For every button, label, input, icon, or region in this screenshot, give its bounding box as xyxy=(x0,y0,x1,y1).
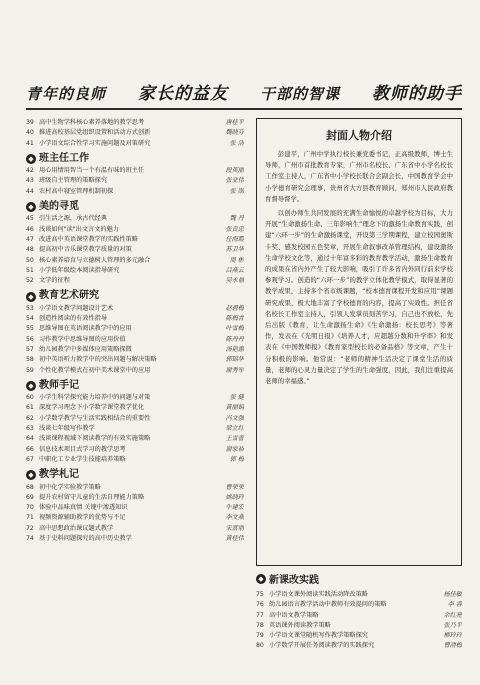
author-name: 张 勋 xyxy=(229,187,244,195)
page-number: 74 xyxy=(26,534,34,542)
author-name: 杨佳敏 xyxy=(443,591,462,598)
article-title: 提高初中音乐课堂教学质量的对策 xyxy=(39,246,132,254)
section-heading xyxy=(256,571,462,586)
author-name: 唐桂平 xyxy=(225,119,244,126)
article-title: 幼儿园语言教学活动中教师有效提问的策略 xyxy=(269,601,387,609)
toc-item[interactable] xyxy=(26,513,244,523)
article-title: 视频资源辅助教学的优势与不足 xyxy=(39,514,126,522)
article-title: 小学语文综合性学习实施问题及对策研究 xyxy=(39,139,151,147)
article-title: 小学数学教学与生活实践相结合的重要性 xyxy=(39,414,151,422)
toc-item[interactable] xyxy=(26,355,244,365)
toc-item[interactable] xyxy=(26,235,244,245)
author-name: 王雪蕾 xyxy=(225,435,244,443)
author-name: 宋富朋 xyxy=(225,524,244,532)
article-title: 幼儿园教学中多媒体应用策略探微 xyxy=(39,345,132,353)
article-title: 提升农村留守儿童的生活自理能力策略 xyxy=(39,493,145,501)
article-title: 小学语文课外阅读实践活动降改策略 xyxy=(269,591,368,598)
article-title: 思维导图在英语阅读教学中的应用 xyxy=(39,325,132,333)
section-title: 教学札记 xyxy=(39,469,79,481)
page-number: 45 xyxy=(26,215,34,223)
toc-right-column xyxy=(256,118,462,652)
page-number: 51 xyxy=(26,266,34,274)
toc-item[interactable] xyxy=(26,434,244,444)
page-number: 71 xyxy=(26,514,34,522)
article-title: 高中生物学科核心素养落地的教学思考 xyxy=(39,119,145,126)
page-number: 46 xyxy=(26,225,34,233)
toc-item[interactable] xyxy=(26,455,244,465)
section-icon: ◆ xyxy=(26,381,36,391)
toc-item[interactable] xyxy=(26,166,244,176)
toc-item[interactable] xyxy=(26,314,244,324)
toc-item[interactable] xyxy=(26,276,244,286)
toc-item[interactable] xyxy=(26,187,244,197)
section-icon: ◆ xyxy=(26,202,36,212)
article-title: 小学数学开展任务阅读教学的实践探究 xyxy=(269,642,375,650)
article-title: 用心用情用智当一个有温有味的班主任 xyxy=(39,167,145,175)
page-number: 56 xyxy=(26,335,34,343)
author-name: 任海霞 xyxy=(225,235,244,243)
toc-item[interactable] xyxy=(26,483,244,493)
article-title: 初中化学实验教学策略 xyxy=(39,483,101,491)
toc-item[interactable] xyxy=(26,245,244,255)
toc-item[interactable] xyxy=(26,445,244,455)
page-number: 44 xyxy=(26,187,34,195)
section-title: 教师手记 xyxy=(39,379,79,391)
toc-item[interactable] xyxy=(26,139,244,149)
page-number: 43 xyxy=(26,177,34,185)
section-icon: ◆ xyxy=(26,470,36,480)
toc-item[interactable] xyxy=(26,225,244,235)
toc-item[interactable] xyxy=(256,631,462,641)
author-name: 李 睿 xyxy=(447,601,462,609)
page-number: 66 xyxy=(26,445,34,453)
author-name: 李文燕 xyxy=(225,514,244,522)
toc-item[interactable] xyxy=(26,214,244,224)
toc-item[interactable] xyxy=(26,366,244,376)
author-name: 郭锦华 xyxy=(225,356,244,364)
page-number: 75 xyxy=(256,591,264,598)
toc-item[interactable] xyxy=(256,590,462,600)
article-title: 深度学习理念下小学数学课堂教学优化 xyxy=(39,404,145,412)
article-title: 创造性阅读的有效性指导 xyxy=(39,315,108,323)
section-title: 新课改实践 xyxy=(269,575,319,586)
toc-item[interactable] xyxy=(26,414,244,424)
slogan-2: 家长的益友 xyxy=(138,84,228,104)
section-heading xyxy=(26,381,244,391)
article-title: 引生活之源，承古代经典 xyxy=(39,215,108,223)
toc-item[interactable] xyxy=(26,324,244,334)
author-name: 陈丹丹 xyxy=(225,335,244,343)
author-name: 曹清梅 xyxy=(443,642,462,650)
page-number: 64 xyxy=(26,435,34,443)
toc-item[interactable] xyxy=(26,524,244,534)
page-number: 40 xyxy=(26,129,34,137)
author-name: 张乃平 xyxy=(443,621,462,629)
author-name: 余红亮 xyxy=(443,611,462,619)
page-number: 60 xyxy=(26,394,34,402)
toc-item[interactable] xyxy=(256,641,462,651)
section-heading xyxy=(26,470,244,480)
page-number: 54 xyxy=(26,315,34,323)
author-name: 柳玲玲 xyxy=(443,632,462,640)
author-name: 张 洁 xyxy=(229,139,244,147)
author-name: 赵碧梅 xyxy=(225,304,244,312)
cover-title: 封面人物介绍 xyxy=(326,129,392,142)
section-icon: ◆ xyxy=(26,154,36,164)
toc-item[interactable] xyxy=(256,611,462,621)
article-title: 高中思想政治课议题式教学 xyxy=(39,524,114,532)
page-number: 79 xyxy=(256,632,264,640)
article-title: 基于史料问题探究的高中历史教学 xyxy=(39,534,132,542)
author-name: 段英丽 xyxy=(225,167,244,175)
article-title: 文学的征程 xyxy=(39,277,70,285)
article-title: 农村高中寝室管理机制初探 xyxy=(39,187,114,195)
article-title: 改进高中英语课堂教学的实践性策略 xyxy=(39,235,138,243)
page-number: 47 xyxy=(26,235,34,243)
toc-item[interactable] xyxy=(26,534,244,544)
author-name: 冯文强 xyxy=(225,414,244,422)
toc-item[interactable] xyxy=(26,393,244,403)
article-title: 初中英语听力教学中的突出问题与解决策略 xyxy=(39,356,157,364)
toc-item[interactable] xyxy=(256,600,462,610)
author-name: 黄丽娟 xyxy=(225,404,244,412)
page-number: 55 xyxy=(26,325,34,333)
right-section-list xyxy=(256,590,462,652)
author-name: 张亚伟 xyxy=(225,177,244,185)
section-title: 班主任工作 xyxy=(39,152,89,164)
author-name: 汤艳惠 xyxy=(225,345,244,353)
toc-item[interactable] xyxy=(26,176,244,186)
page-number: 67 xyxy=(26,455,34,463)
page-number: 68 xyxy=(26,483,34,491)
article-title: 浅谈如何"读"出文言文的魅力 xyxy=(39,225,119,233)
slogan-banner xyxy=(26,68,462,104)
author-name: 吕燕云 xyxy=(225,266,244,274)
article-title: 小学语文教学问题设计艺术 xyxy=(39,304,114,312)
toc-item[interactable] xyxy=(26,256,244,266)
page-number: 48 xyxy=(26,246,34,254)
cover-paragraph-2: 以创办师生共同发展的充满生命愉悦的卓越学校为目标，大力开展“生命激扬生命、三年影响生”理念下的激扬生命教育实践，创建“六环一步”的生命激扬课堂，开设第三学期课程，建立校园奥斯卡奖、感发校园五色奖章，开展生命叙事改革管理结构，建设激扬生命学校文化等，通过十年富多彩的教育教学活动，激扬生命教育的成果在省内外产生了较大影响，吸引了许多省内外同行前来学校参观学习。创造的“六环一步”的教学立体化教学模式，取得显著的教学成果，主持多个省市级课题，“校本德育课程开发和应用”课题研究成果，极大地丰富了学校德育的内容，提高了实效性。担任省名校长工作室主持人，引领人发掌员刻苦学习，自己也不放松，先后出版《教育，让生命激扬生命》《生命激扬：校长思考》等著作，发表在《光明日报》《培养人才，应超越分数和升学率》和发表在《中国教师报》《教育家型校长的必备品格》等文章，产生十分积极的影响。他常说：“老师的精神生活决定了课堂生活的质量，老师的心灵力量决定了学生的生命强度，因此，我们注重提高老师的幸福感。” xyxy=(265,209,453,386)
toc-item[interactable] xyxy=(26,128,244,138)
cover-paragraph-1: 彭建平，广州中学执行校长兼党委书记，正高级教师，博士生导师，广州市首批教育专家，广州市名校长、广东省中小学名校长工作室主持人，广东省中小学校长联合会副会长，中国教育学会中小学德育研究会理事，贵州省大方县教育顾问，郑州市人民政府教育督导督学。 xyxy=(265,150,453,203)
author-name: 陈梅青 xyxy=(225,315,244,323)
author-name: 谢秀军 xyxy=(225,366,244,374)
section-icon: ◆ xyxy=(256,574,266,584)
article-title: 小学语文课堂随机写作教学策略探究 xyxy=(269,632,368,640)
page-number: 42 xyxy=(26,167,34,175)
author-name: 曹荣荣 xyxy=(225,483,244,491)
author-name: 黄桂伟 xyxy=(225,534,244,542)
cover-person-box xyxy=(256,118,462,566)
author-name: 叶雪梅 xyxy=(225,325,244,333)
author-name: 郭 梅 xyxy=(229,455,244,463)
toc-item[interactable] xyxy=(26,403,244,413)
section-heading xyxy=(26,154,244,164)
author-name: 梁立红 xyxy=(225,425,244,433)
page-number: 63 xyxy=(26,425,34,433)
author-name: 姚晓玲 xyxy=(225,493,244,501)
article-title: 习作教学中思维导图的应用价值 xyxy=(39,335,126,343)
page-number: 58 xyxy=(26,356,34,364)
page-number: 39 xyxy=(26,119,34,126)
toc-item[interactable] xyxy=(256,621,462,631)
author-name: 牛建宏 xyxy=(225,504,244,512)
author-name: 张良忠 xyxy=(225,225,244,233)
toc-item[interactable] xyxy=(26,345,244,355)
author-name: 吴永福 xyxy=(225,277,244,285)
section-heading xyxy=(26,291,244,301)
page-number: 50 xyxy=(26,256,34,264)
article-title: 推进高校基层党组织设置和活动方式创新 xyxy=(39,129,151,137)
article-title: 浅谈七年级写作教学 xyxy=(39,425,95,433)
page-number: 70 xyxy=(26,504,34,512)
toc-left-column xyxy=(26,118,244,652)
divider xyxy=(26,108,462,110)
toc-item[interactable] xyxy=(26,266,244,276)
page-number: 62 xyxy=(26,414,34,422)
article-title: 个性化教学模式在初中美术课堂中的应用 xyxy=(39,366,151,374)
page-number: 59 xyxy=(26,366,34,374)
author-name: 谢家裕 xyxy=(225,445,244,453)
article-title: 小学生科学探究能力培养中的问题与对策 xyxy=(39,394,151,402)
toc-item[interactable] xyxy=(26,493,244,503)
article-title: 中职化工专业学生技能培养策略 xyxy=(39,455,126,463)
article-title: 高中语文教学策略 xyxy=(269,611,319,619)
author-name: 魏 丹 xyxy=(229,215,244,223)
page-number: 80 xyxy=(256,642,264,650)
toc-item[interactable] xyxy=(26,335,244,345)
toc-item[interactable] xyxy=(26,304,244,314)
slogan-1: 青年的良师 xyxy=(26,85,107,103)
section-icon: ◆ xyxy=(26,292,36,302)
page-number: 69 xyxy=(26,493,34,501)
author-name: 苏卫华 xyxy=(225,246,244,254)
article-title: 班级自主管理的策略探究 xyxy=(39,177,108,185)
page-number: 41 xyxy=(26,139,34,147)
slogan-4: 教师的助手 xyxy=(371,84,462,104)
page-number: 76 xyxy=(256,601,264,609)
section-heading xyxy=(26,202,244,212)
article-title: 浅谈课程视域下阅读教学的有效实施策略 xyxy=(39,435,151,443)
page-number: 72 xyxy=(26,524,34,532)
page-number: 78 xyxy=(256,621,264,629)
author-name: 周 彬 xyxy=(229,256,244,264)
page-number: 61 xyxy=(26,404,34,412)
toc-item[interactable] xyxy=(26,424,244,434)
toc-item[interactable] xyxy=(26,503,244,513)
article-title: 信息技术项目式学习的教学思考 xyxy=(39,445,126,453)
page-number: 53 xyxy=(26,304,34,312)
page-number: 77 xyxy=(256,611,264,619)
article-title: 英语课外阅读教学策略 xyxy=(269,621,331,629)
section-title: 美的寻觅 xyxy=(39,201,79,213)
author-name: 张 健 xyxy=(229,394,244,402)
article-title: 小学低年级绘本阅读指导研究 xyxy=(39,266,120,274)
page-number: 57 xyxy=(26,345,34,353)
slogan-3: 干部的智课 xyxy=(259,85,340,103)
page-number: 52 xyxy=(26,277,34,285)
section-title: 教育艺术研究 xyxy=(39,290,99,302)
article-title: 体验中品味真情 关键中渗透知识 xyxy=(39,504,128,512)
toc-item[interactable] xyxy=(26,118,244,128)
article-title: 核心素养培育与立德树人管理的多元融合 xyxy=(39,256,151,264)
author-name: 魏晓芬 xyxy=(225,129,244,137)
